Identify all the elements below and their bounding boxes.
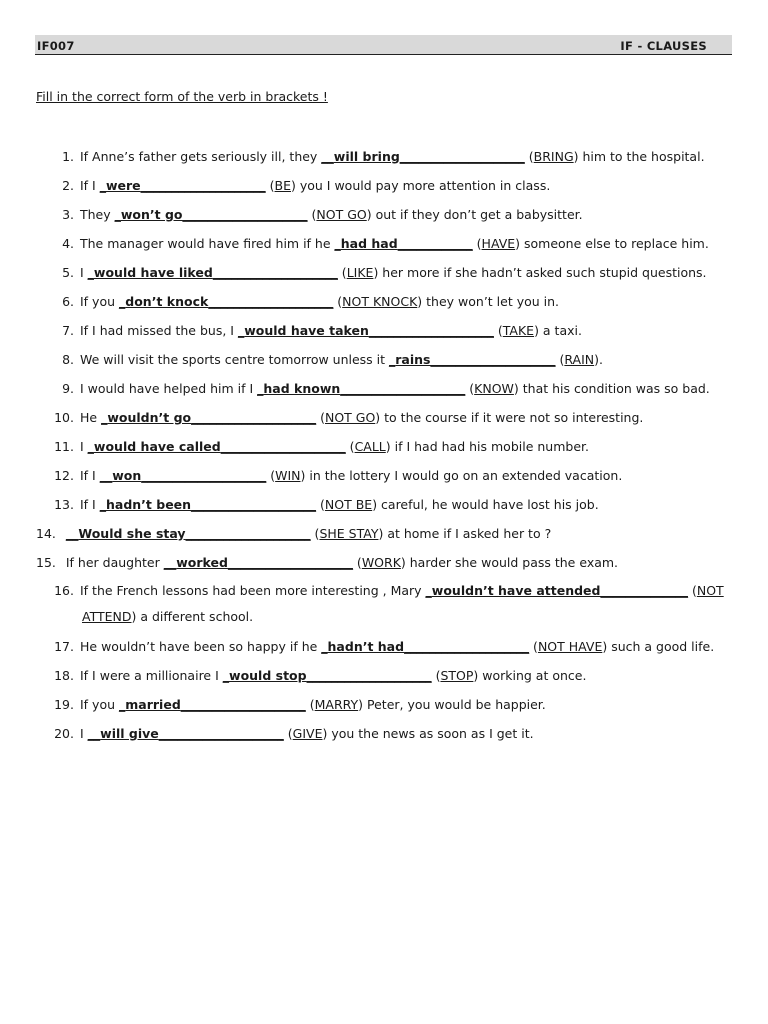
answer-text: would have taken (244, 323, 369, 338)
blank-trail: ____________________ (191, 410, 317, 425)
bracket-open: ( (493, 323, 503, 338)
answer-text: hadn’t been (105, 497, 192, 512)
bracket-open: ( (337, 265, 347, 280)
answer-text: don’t knock (125, 294, 209, 309)
item-text-after: ) him to the hospital. (573, 149, 705, 164)
blank-lead: _ (99, 178, 106, 193)
answer-blank[interactable] (100, 497, 316, 512)
blank-lead: _ (119, 294, 126, 309)
answer-text: were (105, 178, 141, 193)
item-text-after: ) careful, he would have lost his job. (372, 497, 599, 512)
verb-in-brackets: KNOW (474, 381, 514, 396)
answer-text: had had (340, 236, 398, 251)
answer-blank[interactable] (66, 526, 311, 541)
item-text-after: ) such a good life. (602, 639, 715, 654)
answer-blank[interactable] (115, 207, 308, 222)
item-text-after: ) out if they don’t get a babysitter. (366, 207, 583, 222)
item-number: 8. (62, 352, 74, 367)
blank-lead: _ (119, 697, 126, 712)
item-number: 7. (62, 323, 74, 338)
item-number: 18. (54, 668, 74, 683)
item-text-after: ) a different school. (131, 609, 254, 624)
answer-text: won (112, 468, 142, 483)
item-number: 11. (54, 439, 74, 454)
exercise-item (52, 468, 622, 484)
answer-text: would stop (229, 668, 307, 683)
answer-blank[interactable] (426, 583, 688, 598)
item-number: 9. (62, 381, 74, 396)
bracket-open: ( (352, 555, 362, 570)
blank-trail: ____________________ (212, 265, 338, 280)
answer-blank[interactable] (100, 468, 267, 483)
blank-lead: _ (99, 497, 106, 512)
answer-blank[interactable] (101, 410, 316, 425)
blank-trail: ____________________ (220, 439, 346, 454)
answer-text: rains (395, 352, 431, 367)
bracket-open: ( (316, 410, 325, 425)
blank-lead: __ (163, 555, 177, 570)
answer-blank[interactable] (389, 352, 555, 367)
answer-text: would have called (93, 439, 221, 454)
item-text-before: If I (80, 178, 100, 193)
answer-text: hadn’t had (327, 639, 405, 654)
item-text-before: I (80, 726, 88, 741)
answer-blank[interactable] (257, 381, 465, 396)
verb-in-brackets: TAKE (502, 323, 535, 338)
exercise-item (52, 381, 710, 397)
blank-trail: ____________________ (182, 207, 308, 222)
item-text-after: ) you the news as soon as I get it. (322, 726, 534, 741)
verb-in-brackets: NOT GO (324, 410, 376, 425)
exercise-item-continuation (82, 609, 253, 625)
blank-trail: ____________________ (191, 497, 317, 512)
bracket-open: ( (307, 207, 317, 222)
item-text-before: If I (80, 497, 100, 512)
bracket-open: ( (316, 497, 325, 512)
verb-in-brackets: NOT GO (316, 207, 367, 222)
item-text-before: If Anne’s father gets seriously ill, they (80, 149, 322, 164)
item-text-after: ) a taxi. (534, 323, 582, 338)
answer-blank[interactable] (100, 178, 266, 193)
verb-in-brackets: CALL (354, 439, 386, 454)
blank-lead: _ (222, 668, 230, 683)
item-text-before: We will visit the sports centre tomorrow unless it (80, 352, 390, 367)
bracket-open: ( (524, 149, 534, 164)
blank-lead: _ (87, 265, 94, 280)
blank-lead: _ (237, 323, 245, 338)
item-text-after: ) harder she would pass the exam. (400, 555, 619, 570)
item-text-before: If I had missed the bus, I (80, 323, 238, 338)
bracket-open: ( (310, 526, 320, 541)
worksheet-topic: IF - CLAUSES (620, 39, 707, 53)
item-number: 12. (54, 468, 74, 483)
blank-lead: _ (321, 639, 328, 654)
blank-lead: __ (87, 726, 101, 741)
item-number: 4. (62, 236, 74, 251)
answer-blank[interactable] (238, 323, 494, 338)
answer-text: wouldn’t go (107, 410, 192, 425)
item-text-after: ) her more if she hadn’t asked such stupid questions. (373, 265, 707, 280)
blank-lead: __ (99, 468, 113, 483)
bracket-open: ( (431, 668, 441, 683)
verb-in-brackets: NOT (696, 583, 724, 598)
item-text-before: I (80, 265, 88, 280)
item-number: 15. (36, 555, 56, 570)
exercise-item (52, 323, 582, 339)
item-text-before: If her daughter (65, 555, 164, 570)
verb-in-brackets: NOT HAVE (537, 639, 603, 654)
exercise-item (52, 294, 559, 310)
answer-text: had known (263, 381, 341, 396)
verb-in-brackets: ATTEND (82, 609, 132, 624)
item-text-before: They (80, 207, 115, 222)
exercise-item (52, 149, 705, 165)
exercise-item (52, 639, 714, 655)
answer-blank[interactable] (321, 639, 529, 654)
item-text-before: The manager would have fired him if he (80, 236, 335, 251)
bracket-open: ( (305, 697, 315, 712)
blank-trail: ____________________ (306, 668, 432, 683)
item-number: 3. (62, 207, 74, 222)
item-number: 6. (62, 294, 74, 309)
blank-trail: ____________________ (141, 468, 267, 483)
bracket-open: ( (465, 381, 475, 396)
answer-blank[interactable] (164, 555, 353, 570)
item-text-after: ) that his condition was so bad. (513, 381, 710, 396)
blank-trail: ____________________ (208, 294, 334, 309)
verb-in-brackets: NOT KNOCK (342, 294, 418, 309)
bracket-open: ( (529, 639, 538, 654)
verb-in-brackets: NOT BE (324, 497, 373, 512)
blank-lead: __ (65, 526, 79, 541)
bracket-open: ( (688, 583, 697, 598)
item-number: 13. (54, 497, 74, 512)
blank-lead: _ (101, 410, 108, 425)
exercise-item (52, 178, 550, 194)
exercise-item (52, 439, 589, 455)
answer-text: won’t go (120, 207, 183, 222)
item-text-after: ) at home if I asked her to ? (378, 526, 552, 541)
item-number: 10. (54, 410, 74, 425)
item-text-after: ) if I had had his mobile number. (385, 439, 589, 454)
answer-blank[interactable] (88, 265, 338, 280)
item-text-before: I would have helped him if I (80, 381, 258, 396)
item-text-after: ) working at once. (473, 668, 587, 683)
verb-in-brackets: WIN (275, 468, 301, 483)
answer-blank[interactable] (321, 149, 525, 164)
blank-trail: ____________________ (180, 697, 306, 712)
blank-trail: ____________ (397, 236, 473, 251)
bracket-open: ( (555, 352, 565, 367)
exercise-item (52, 668, 586, 684)
bracket-open: ( (266, 468, 276, 483)
exercise-item (52, 352, 603, 368)
blank-lead: _ (114, 207, 121, 222)
bracket-open: ( (472, 236, 482, 251)
blank-trail: ______________ (600, 583, 688, 598)
item-text-before: If I (80, 468, 100, 483)
answer-text: married (125, 697, 181, 712)
item-text-before: If you (80, 294, 120, 309)
item-number: 20. (54, 726, 74, 741)
blank-trail: ____________________ (140, 178, 266, 193)
answer-blank[interactable] (119, 294, 333, 309)
item-number: 16. (54, 583, 74, 598)
answer-blank[interactable] (223, 668, 432, 683)
item-number: 1. (62, 149, 74, 164)
item-number: 17. (54, 639, 74, 654)
verb-in-brackets: MARRY (314, 697, 359, 712)
exercise-item (52, 497, 599, 513)
blank-lead: _ (87, 439, 94, 454)
item-text-before: I (80, 439, 88, 454)
verb-in-brackets: HAVE (481, 236, 516, 251)
blank-trail: ____________________ (399, 149, 525, 164)
blank-trail: ____________________ (158, 726, 284, 741)
item-text-before: He (80, 410, 102, 425)
answer-text: will give (100, 726, 159, 741)
answer-blank[interactable] (335, 236, 473, 251)
exercise-item (52, 697, 546, 713)
blank-trail: ____________________ (340, 381, 466, 396)
exercise-item (52, 265, 707, 281)
blank-trail: ____________________ (368, 323, 494, 338)
exercise-item (52, 726, 534, 742)
bracket-open: ( (265, 178, 275, 193)
answer-blank[interactable] (119, 697, 306, 712)
blank-trail: ____________________ (404, 639, 530, 654)
exercise-item (52, 410, 643, 426)
exercise-item (36, 526, 551, 542)
item-text-after: ) someone else to replace him. (515, 236, 709, 251)
item-text-after: ). (594, 352, 603, 367)
verb-in-brackets: LIKE (346, 265, 374, 280)
verb-in-brackets: WORK (361, 555, 401, 570)
bracket-open: ( (345, 439, 355, 454)
verb-in-brackets: BRING (533, 149, 574, 164)
bracket-open: ( (283, 726, 293, 741)
instruction-text: Fill in the correct form of the verb in brackets ! (36, 89, 328, 104)
exercise-item (52, 207, 583, 223)
blank-lead: _ (389, 352, 396, 367)
answer-text: would have liked (93, 265, 213, 280)
verb-in-brackets: STOP (440, 668, 474, 683)
bracket-open: ( (333, 294, 343, 309)
exercise-item (36, 555, 618, 571)
blank-trail: ____________________ (185, 526, 311, 541)
blank-lead: _ (257, 381, 264, 396)
blank-lead: __ (321, 149, 334, 164)
answer-blank[interactable] (88, 726, 284, 741)
item-number: 2. (62, 178, 74, 193)
answer-text: worked (176, 555, 228, 570)
answer-blank[interactable] (88, 439, 346, 454)
answer-text: wouldn’t have attended (431, 583, 601, 598)
blank-trail: ____________________ (227, 555, 353, 570)
verb-in-brackets: SHE STAY (319, 526, 379, 541)
blank-lead: _ (334, 236, 341, 251)
item-text-before: If I were a millionaire I (80, 668, 223, 683)
item-text-before: He wouldn’t have been so happy if he (80, 639, 322, 654)
blank-lead: _ (425, 583, 432, 598)
item-text-after: ) to the course if it were not so interesting. (375, 410, 644, 425)
item-number: 19. (54, 697, 74, 712)
item-text-before: If you (80, 697, 120, 712)
answer-text: Would she stay (78, 526, 186, 541)
item-text-after: ) they won’t let you in. (417, 294, 560, 309)
item-text-before: If the French lessons had been more interesting , Mary (80, 583, 426, 598)
item-number: 5. (62, 265, 74, 280)
item-text-after: ) in the lottery I would go on an extended vacation. (300, 468, 623, 483)
verb-in-brackets: GIVE (292, 726, 323, 741)
worksheet-code: IF007 (37, 39, 75, 53)
exercise-item (52, 236, 709, 252)
exercise-item (52, 583, 724, 599)
answer-text: will bring (333, 149, 400, 164)
item-text-after: ) Peter, you would be happier. (358, 697, 546, 712)
verb-in-brackets: RAIN (564, 352, 595, 367)
verb-in-brackets: BE (274, 178, 291, 193)
item-number: 14. (36, 526, 56, 541)
blank-trail: ____________________ (430, 352, 556, 367)
item-text-after: ) you I would pay more attention in class. (291, 178, 551, 193)
